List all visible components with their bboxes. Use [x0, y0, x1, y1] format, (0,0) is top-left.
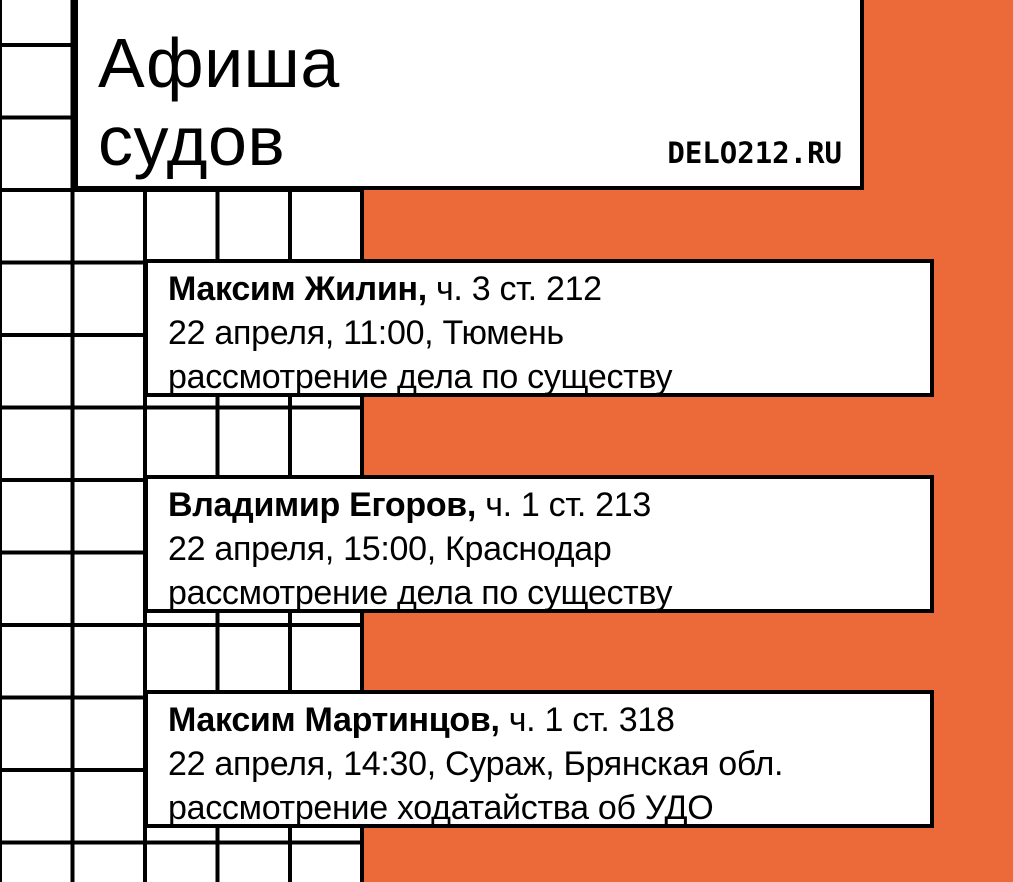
hearing-stage: рассмотрение ходатайства об УДО — [168, 789, 714, 827]
title-box — [74, 0, 864, 190]
case-title-line — [168, 483, 930, 527]
defendant-name: Максим Мартинцов, — [168, 701, 500, 739]
case-card — [144, 690, 934, 828]
defendant-name: Максим Жилин, — [168, 270, 427, 308]
article: ч. 1 ст. 213 — [485, 486, 652, 524]
date-place: 22 апреля, 14:30, Сураж, Брянская обл. — [168, 745, 784, 783]
hearing-stage: рассмотрение дела по существу — [168, 574, 673, 612]
article: ч. 1 ст. 318 — [508, 701, 675, 739]
case-card — [144, 475, 934, 613]
date-place: 22 апреля, 15:00, Краснодар — [168, 530, 612, 568]
hearing-stage: рассмотрение дела по существу — [168, 358, 673, 396]
case-card — [144, 259, 934, 397]
case-title-line — [168, 267, 930, 311]
date-place: 22 апреля, 11:00, Тюмень — [168, 314, 564, 352]
page-title — [98, 24, 340, 180]
title-line-1: Афиша — [98, 24, 340, 102]
article: ч. 3 ст. 212 — [436, 270, 602, 308]
site-label: DELO212.RU — [667, 136, 842, 170]
title-line-2: судов — [98, 102, 286, 180]
defendant-name: Владимир Егоров, — [168, 486, 477, 524]
case-title-line — [168, 698, 930, 742]
